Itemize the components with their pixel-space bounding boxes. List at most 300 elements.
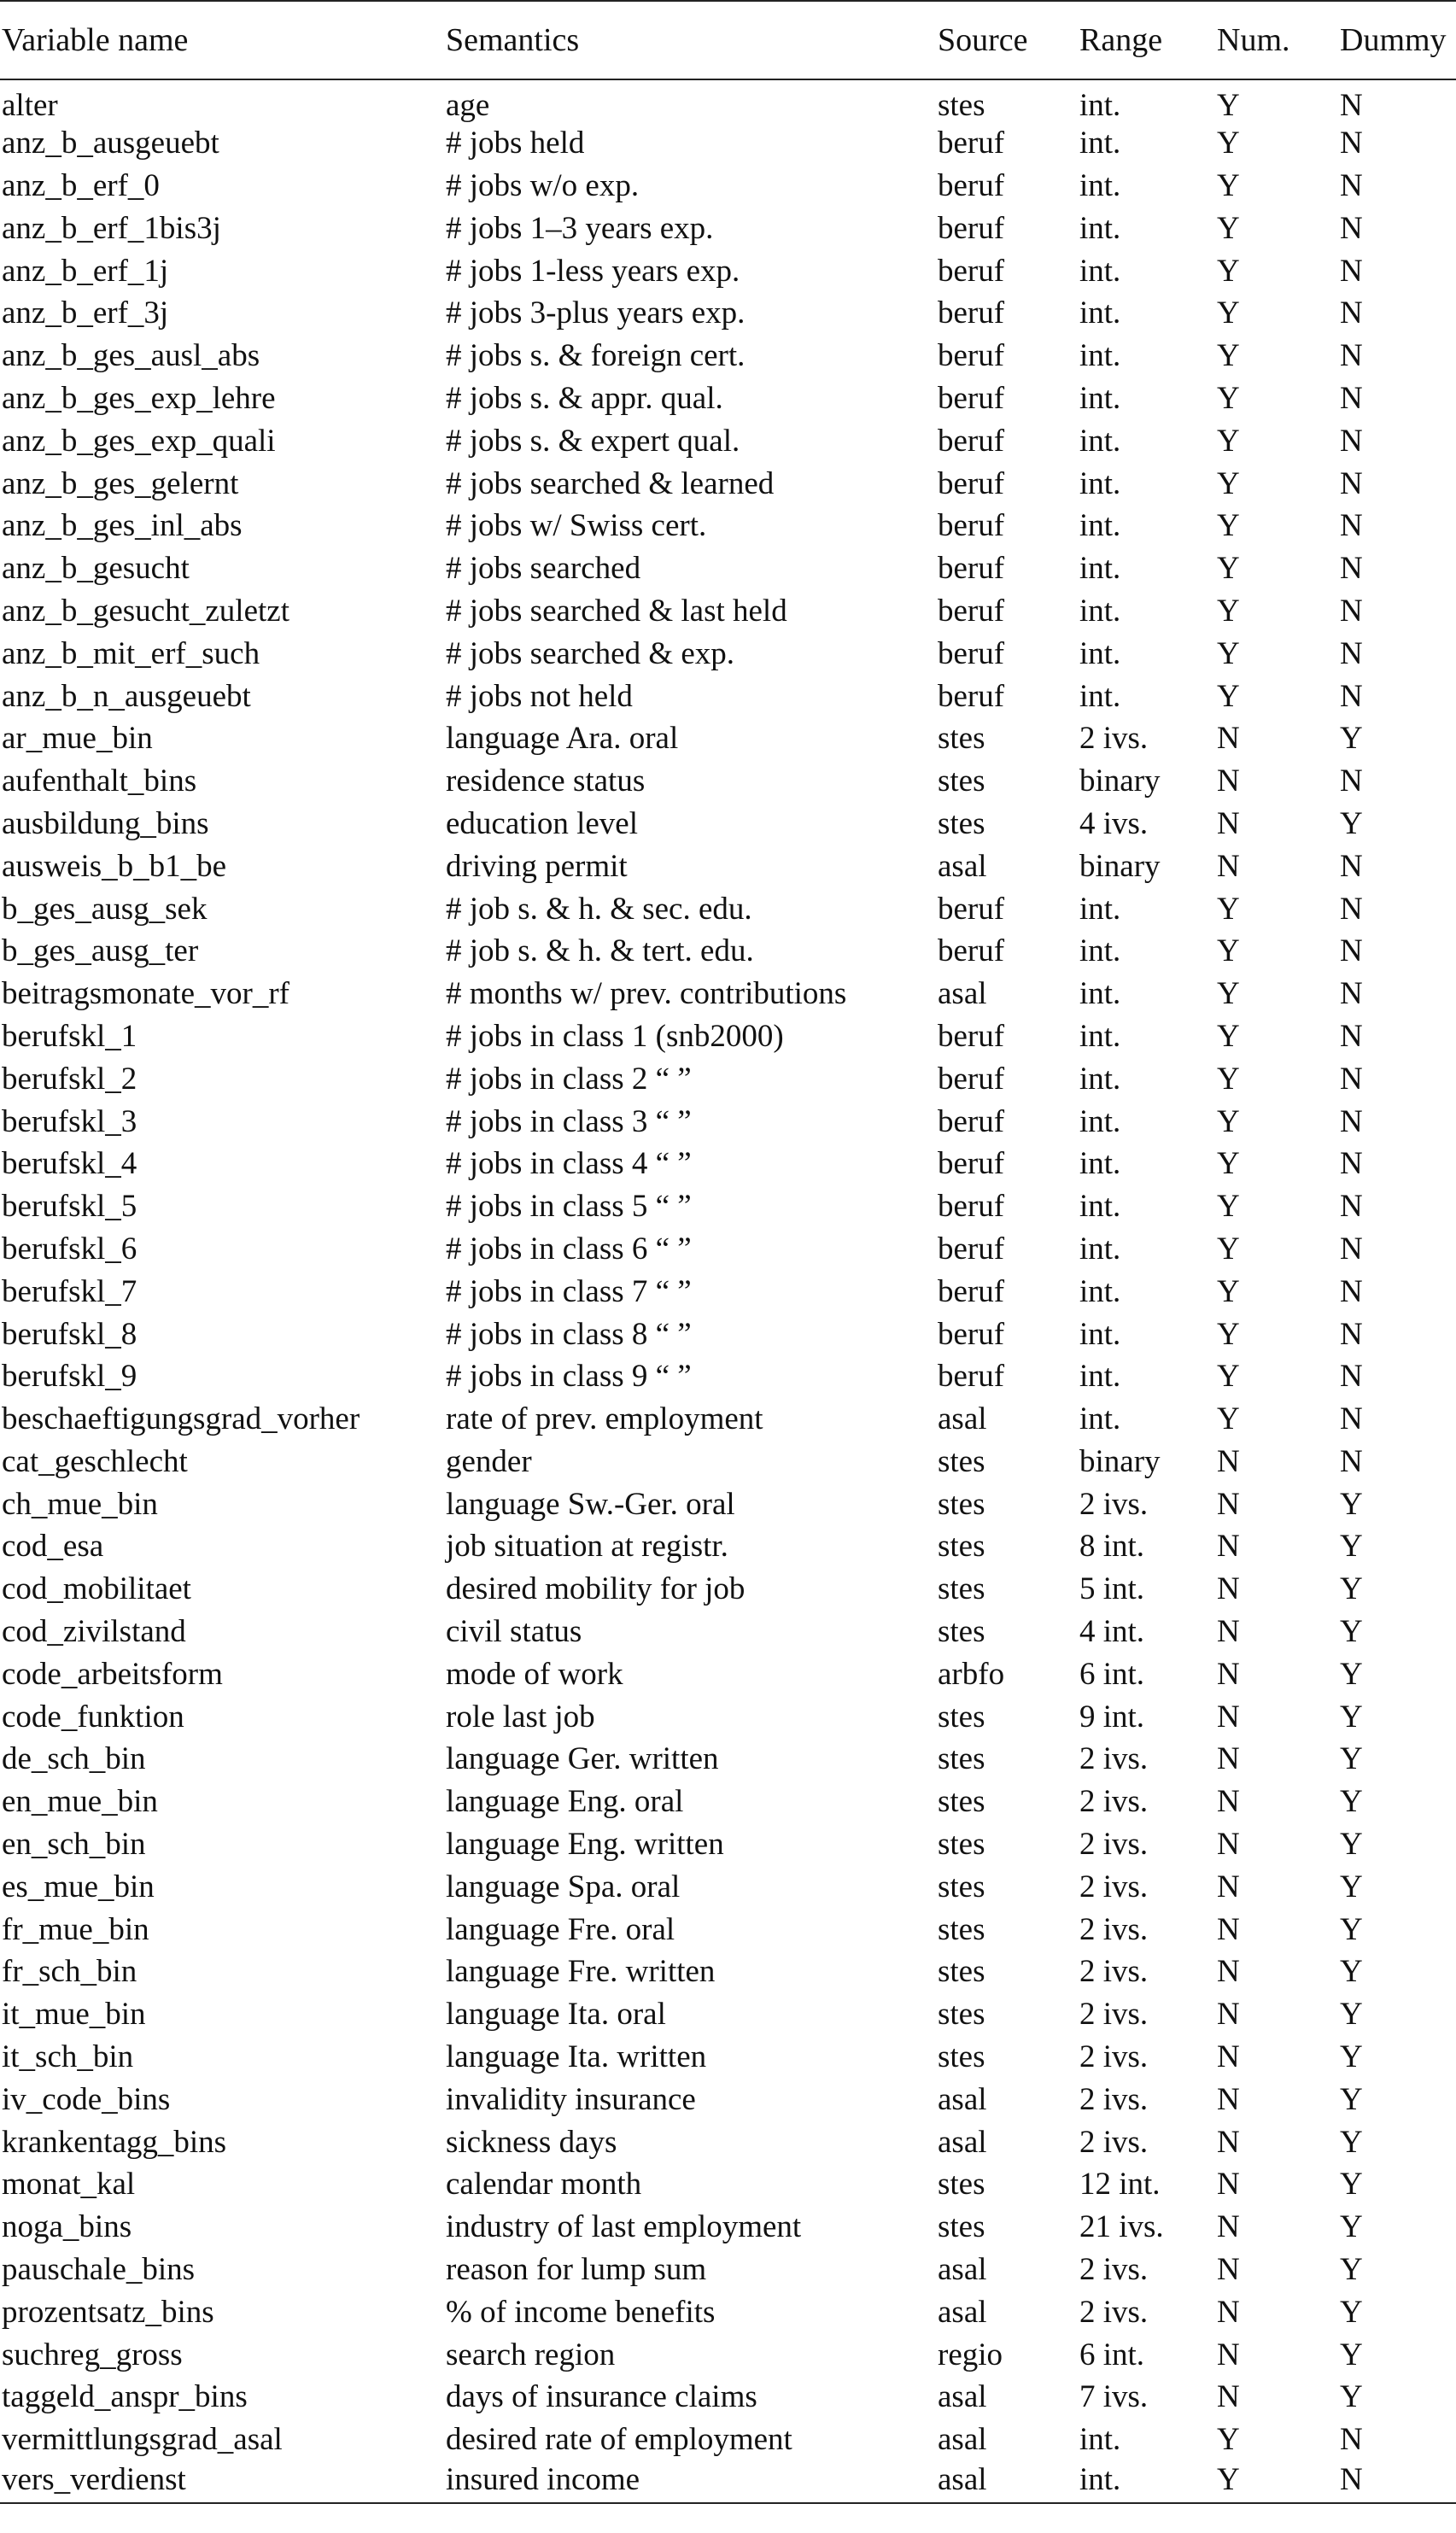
cell-semantics: language Ita. oral: [446, 1997, 666, 2033]
header-num: Num.: [1215, 1, 1338, 79]
cell-num: N: [1217, 1656, 1240, 1692]
cell-dummy: N: [1340, 167, 1363, 203]
table-row: [0, 2333, 1456, 2376]
cell-source: stes: [938, 2039, 985, 2075]
cell-range: int.: [1079, 1103, 1121, 1139]
cell-range: 7 ivs.: [1079, 2379, 1149, 2415]
cell-source: beruf: [938, 338, 1005, 374]
cell-num: N: [1217, 1911, 1240, 1947]
cell-dummy: N: [1340, 635, 1363, 671]
cell-variable-name: ausweis_b_b1_be: [2, 848, 227, 884]
cell-source: beruf: [938, 210, 1005, 246]
cell-semantics: language Eng. oral: [446, 1784, 684, 1820]
cell-variable-name: ar_mue_bin: [2, 721, 153, 757]
cell-source: stes: [938, 805, 985, 841]
cell-dummy: N: [1340, 380, 1363, 416]
table-row: [0, 2249, 1456, 2291]
cell-variable-name: b_ges_ausg_sek: [2, 891, 208, 927]
table-row: [0, 803, 1456, 845]
cell-source: stes: [938, 1827, 985, 1863]
cell-semantics: # jobs s. & expert qual.: [446, 423, 740, 459]
cell-dummy: Y: [1340, 2167, 1363, 2202]
cell-semantics: job situation at registr.: [446, 1529, 728, 1565]
cell-semantics: # jobs s. & foreign cert.: [446, 338, 746, 374]
cell-variable-name: suchreg_gross: [2, 2337, 183, 2372]
cell-semantics: search region: [446, 2337, 616, 2372]
cell-range: int.: [1079, 126, 1121, 161]
cell-source: beruf: [938, 678, 1005, 714]
cell-variable-name: it_sch_bin: [2, 2039, 134, 2075]
cell-source: asal: [938, 2294, 987, 2330]
table-row: [0, 1908, 1456, 1951]
cell-range: 2 ivs.: [1079, 1784, 1149, 1820]
table-row: [0, 335, 1456, 377]
cell-variable-name: vermittlungsgrad_asal: [2, 2422, 283, 2458]
cell-num: N: [1217, 1614, 1240, 1650]
table-row: [0, 1781, 1456, 1823]
cell-dummy: Y: [1340, 1699, 1363, 1734]
cell-num: Y: [1217, 933, 1240, 969]
cell-num: N: [1217, 2294, 1240, 2330]
cell-num: Y: [1217, 167, 1240, 203]
cell-range: int.: [1079, 508, 1121, 544]
cell-dummy: Y: [1340, 1911, 1363, 1947]
cell-variable-name: anz_b_gesucht_zuletzt: [2, 593, 289, 629]
cell-semantics: language Fre. oral: [446, 1911, 675, 1947]
table-row: [0, 547, 1456, 590]
cell-semantics: education level: [446, 805, 638, 841]
cell-source: beruf: [938, 551, 1005, 587]
cell-variable-name: cat_geschlecht: [2, 1443, 188, 1479]
cell-semantics: language Sw.-Ger. oral: [446, 1486, 735, 1522]
cell-range: 2 ivs.: [1079, 1827, 1149, 1863]
cell-num: Y: [1217, 1401, 1240, 1437]
cell-num: N: [1217, 1954, 1240, 1990]
cell-num: Y: [1217, 253, 1240, 289]
cell-range: int.: [1079, 380, 1121, 416]
cell-dummy: N: [1340, 338, 1363, 374]
cell-source: beruf: [938, 635, 1005, 671]
cell-variable-name: cod_mobilitaet: [2, 1571, 191, 1607]
cell-num: N: [1217, 2167, 1240, 2202]
cell-source: stes: [938, 1997, 985, 2033]
cell-variable-name: fr_mue_bin: [2, 1911, 149, 1947]
cell-dummy: N: [1340, 848, 1363, 884]
cell-num: N: [1217, 1699, 1240, 1734]
cell-source: beruf: [938, 167, 1005, 203]
cell-variable-name: anz_b_mit_erf_such: [2, 635, 260, 671]
table-row: [0, 675, 1456, 717]
cell-semantics: # jobs 3-plus years exp.: [446, 295, 746, 331]
cell-dummy: Y: [1340, 1529, 1363, 1565]
cell-dummy: N: [1340, 508, 1363, 544]
cell-range: int.: [1079, 253, 1121, 289]
cell-variable-name: anz_b_ausgeuebt: [2, 126, 219, 161]
table-row: [0, 165, 1456, 208]
cell-range: 2 ivs.: [1079, 2124, 1149, 2160]
cell-dummy: N: [1340, 1401, 1363, 1437]
cell-variable-name: anz_b_ges_exp_quali: [2, 423, 276, 459]
cell-variable-name: iv_code_bins: [2, 2081, 171, 2117]
cell-variable-name: it_mue_bin: [2, 1997, 146, 2033]
table-row: [0, 1653, 1456, 1695]
cell-variable-name: noga_bins: [2, 2209, 132, 2245]
cell-semantics: # jobs searched: [446, 551, 641, 587]
cell-num: N: [1217, 1741, 1240, 1777]
cell-num: Y: [1215, 2461, 1338, 2504]
table-row: [0, 462, 1456, 505]
cell-source: beruf: [938, 891, 1005, 927]
cell-num: N: [1217, 2081, 1240, 2117]
cell-dummy: Y: [1340, 1656, 1363, 1692]
cell-variable-name: anz_b_ges_exp_lehre: [2, 380, 276, 416]
table-row: [0, 1695, 1456, 1738]
cell-range: 2 ivs.: [1079, 1869, 1149, 1904]
cell-source: beruf: [938, 295, 1005, 331]
cell-source: asal: [938, 848, 987, 884]
cell-dummy: N: [1340, 976, 1363, 1012]
cell-variable-name: ch_mue_bin: [2, 1486, 158, 1522]
cell-num: Y: [1217, 1316, 1240, 1352]
cell-source: stes: [938, 763, 985, 799]
cell-num: Y: [1217, 126, 1240, 161]
cell-dummy: Y: [1340, 1486, 1363, 1522]
cell-semantics: mode of work: [446, 1656, 623, 1692]
cell-semantics: # jobs in class 8 “ ”: [446, 1316, 692, 1352]
cell-range: int.: [1079, 933, 1121, 969]
cell-dummy: N: [1340, 1231, 1363, 1266]
cell-semantics: gender: [446, 1443, 532, 1479]
cell-range: int.: [1079, 2422, 1121, 2458]
cell-source: stes: [938, 1741, 985, 1777]
table-row: [0, 845, 1456, 887]
cell-range: int.: [1079, 593, 1121, 629]
cell-range: 2 ivs.: [1079, 1954, 1149, 1990]
table-row: [0, 1525, 1456, 1568]
cell-num: Y: [1217, 1189, 1240, 1225]
cell-variable-name: vers_verdienst: [0, 2461, 444, 2504]
cell-source: stes: [938, 2209, 985, 2245]
cell-variable-name: aufenthalt_bins: [2, 763, 197, 799]
cell-num: Y: [1217, 1061, 1240, 1097]
cell-range: int.: [1079, 678, 1121, 714]
cell-dummy: N: [1340, 1359, 1363, 1395]
cell-num: Y: [1217, 465, 1240, 501]
cell-variable-name: berufskl_1: [2, 1018, 137, 1054]
cell-dummy: Y: [1340, 2209, 1363, 2245]
table-row: [0, 2419, 1456, 2461]
cell-dummy: N: [1340, 1443, 1363, 1479]
cell-variable-name: berufskl_6: [2, 1231, 137, 1266]
cell-num: Y: [1217, 423, 1240, 459]
table-row: [0, 1738, 1456, 1781]
cell-dummy: Y: [1340, 1784, 1363, 1820]
cell-num: Y: [1217, 210, 1240, 246]
cell-num: Y: [1217, 1359, 1240, 1395]
cell-variable-name: es_mue_bin: [2, 1869, 155, 1904]
cell-variable-name: berufskl_7: [2, 1273, 137, 1309]
cell-range: int.: [1079, 976, 1121, 1012]
table-row: [0, 1441, 1456, 1483]
cell-range: int.: [1079, 1359, 1121, 1395]
cell-variable-name: anz_b_erf_1j: [2, 253, 169, 289]
cell-range: 2 ivs.: [1079, 1741, 1149, 1777]
table-row: [0, 249, 1456, 292]
cell-num: N: [1217, 2337, 1240, 2372]
cell-source: beruf: [938, 1316, 1005, 1352]
table-row: [0, 632, 1456, 675]
cell-range: int.: [1079, 338, 1121, 374]
cell-dummy: N: [1340, 1103, 1363, 1139]
table-row: [0, 1228, 1456, 1271]
cell-semantics: age: [446, 87, 490, 123]
cell-num: N: [1217, 1571, 1240, 1607]
table-row: [0, 1270, 1456, 1313]
cell-num: Y: [1217, 593, 1240, 629]
cell-num: Y: [1217, 2422, 1240, 2458]
cell-variable-name: beitragsmonate_vor_rf: [2, 976, 289, 1012]
cell-variable-name: beschaeftigungsgrad_vorher: [2, 1401, 360, 1437]
cell-source: beruf: [938, 253, 1005, 289]
table-row: [0, 760, 1456, 803]
cell-range: int.: [1079, 423, 1121, 459]
cell-variable-name: anz_b_erf_3j: [2, 295, 169, 331]
cell-dummy: Y: [1340, 2252, 1363, 2288]
cell-semantics: # months w/ prev. contributions: [446, 976, 847, 1012]
cell-semantics: industry of last employment: [446, 2209, 802, 2245]
table-row: [0, 377, 1456, 420]
cell-variable-name: pauschale_bins: [2, 2252, 196, 2288]
cell-semantics: reason for lump sum: [446, 2252, 707, 2288]
cell-semantics: desired mobility for job: [446, 1571, 746, 1607]
cell-variable-name: berufskl_9: [2, 1359, 137, 1395]
cell-num: N: [1217, 1869, 1240, 1904]
cell-num: Y: [1217, 551, 1240, 587]
table-row: [0, 1951, 1456, 1993]
cell-dummy: N: [1340, 1316, 1363, 1352]
cell-num: N: [1217, 2209, 1240, 2245]
table-row: [0, 1865, 1456, 1908]
cell-dummy: Y: [1340, 1571, 1363, 1607]
cell-source: beruf: [938, 423, 1005, 459]
table-row: [0, 2376, 1456, 2419]
cell-semantics: role last job: [446, 1699, 595, 1734]
cell-variable-name: anz_b_erf_0: [2, 167, 160, 203]
header-source: Source: [936, 1, 1078, 79]
cell-num: N: [1217, 1784, 1240, 1820]
cell-dummy: N: [1340, 2422, 1363, 2458]
cell-range: int.: [1079, 891, 1121, 927]
table-row: [0, 122, 1456, 165]
cell-dummy: Y: [1340, 2039, 1363, 2075]
table-row: [0, 505, 1456, 547]
cell-semantics: language Eng. written: [446, 1827, 724, 1863]
cell-semantics: civil status: [446, 1614, 582, 1650]
cell-source: beruf: [938, 1231, 1005, 1266]
cell-variable-name: cod_esa: [2, 1529, 104, 1565]
cell-range: 5 int.: [1079, 1571, 1145, 1607]
cell-range: 2 ivs.: [1079, 1486, 1149, 1522]
cell-source: beruf: [938, 1273, 1005, 1309]
cell-range: int.: [1079, 167, 1121, 203]
cell-variable-name: anz_b_gesucht: [2, 551, 190, 587]
cell-source: arbfo: [938, 1656, 1005, 1692]
cell-variable-name: prozentsatz_bins: [2, 2294, 214, 2330]
cell-range: 6 int.: [1079, 2337, 1145, 2372]
header-variable-name: Variable name: [0, 1, 444, 79]
cell-dummy: N: [1340, 465, 1363, 501]
table-row: [0, 419, 1456, 462]
cell-dummy: Y: [1340, 1869, 1363, 1904]
cell-num: Y: [1217, 1018, 1240, 1054]
table-row: [0, 1100, 1456, 1143]
cell-source: regio: [938, 2337, 1003, 2372]
cell-source: stes: [938, 1486, 985, 1522]
header-semantics: Semantics: [444, 1, 936, 79]
table-row: [0, 1185, 1456, 1228]
cell-dummy: Y: [1340, 1997, 1363, 2033]
cell-semantics: # jobs in class 5 “ ”: [446, 1189, 692, 1225]
header-row: [0, 1, 1456, 79]
table-row: [0, 2461, 1456, 2504]
cell-range: int.: [1079, 1189, 1121, 1225]
cell-source: stes: [938, 87, 985, 123]
cell-semantics: # jobs in class 9 “ ”: [446, 1359, 692, 1395]
cell-semantics: # job s. & h. & tert. edu.: [446, 933, 754, 969]
cell-range: 6 int.: [1079, 1656, 1145, 1692]
cell-source: stes: [938, 1954, 985, 1990]
cell-variable-name: berufskl_8: [2, 1316, 137, 1352]
cell-variable-name: fr_sch_bin: [2, 1954, 137, 1990]
cell-range: 2 ivs.: [1079, 1997, 1149, 2033]
cell-semantics: # job s. & h. & sec. edu.: [446, 891, 752, 927]
cell-source: beruf: [938, 1061, 1005, 1097]
cell-range: 21 ivs.: [1079, 2209, 1164, 2245]
cell-range: 9 int.: [1079, 1699, 1145, 1734]
table-row: [0, 292, 1456, 335]
cell-range: int.: [1079, 1061, 1121, 1097]
cell-dummy: N: [1340, 423, 1363, 459]
table-header: [0, 1, 1456, 79]
cell-variable-name: berufskl_3: [2, 1103, 137, 1139]
cell-range: binary: [1079, 763, 1161, 799]
cell-dummy: N: [1340, 253, 1363, 289]
cell-range: 4 int.: [1079, 1614, 1145, 1650]
cell-source: beruf: [938, 1018, 1005, 1054]
cell-semantics: desired rate of employment: [446, 2422, 792, 2458]
cell-num: N: [1217, 1529, 1240, 1565]
cell-range: 2 ivs.: [1079, 721, 1149, 757]
cell-source: beruf: [938, 465, 1005, 501]
table-row: [0, 930, 1456, 973]
cell-range: binary: [1079, 1443, 1161, 1479]
cell-num: Y: [1217, 635, 1240, 671]
cell-dummy: N: [1340, 593, 1363, 629]
table-row: [0, 1143, 1456, 1185]
table-row: [0, 1568, 1456, 1611]
cell-range: int.: [1079, 1273, 1121, 1309]
cell-num: Y: [1217, 508, 1240, 544]
cell-range: int.: [1079, 295, 1121, 331]
table-row: [0, 1993, 1456, 2036]
cell-semantics: driving permit: [446, 848, 628, 884]
cell-dummy: N: [1340, 678, 1363, 714]
cell-dummy: Y: [1340, 2081, 1363, 2117]
cell-semantics: # jobs w/ Swiss cert.: [446, 508, 707, 544]
table-row: [0, 973, 1456, 1015]
table-row: [0, 1611, 1456, 1653]
cell-variable-name: cod_zivilstand: [2, 1614, 186, 1650]
cell-semantics: days of insurance claims: [446, 2379, 757, 2415]
table-row: [0, 2163, 1456, 2206]
cell-semantics: # jobs held: [446, 126, 585, 161]
cell-semantics: # jobs w/o exp.: [446, 167, 640, 203]
cell-semantics: # jobs searched & learned: [446, 465, 775, 501]
cell-source: beruf: [938, 933, 1005, 969]
cell-variable-name: code_funktion: [2, 1699, 184, 1734]
cell-source: beruf: [938, 508, 1005, 544]
cell-dummy: Y: [1340, 1614, 1363, 1650]
table-row: [0, 1483, 1456, 1525]
cell-dummy: Y: [1340, 2124, 1363, 2160]
cell-source: stes: [938, 1911, 985, 1947]
cell-source: stes: [938, 1869, 985, 1904]
cell-dummy: N: [1340, 763, 1363, 799]
cell-num: N: [1217, 721, 1240, 757]
cell-source: asal: [938, 2252, 987, 2288]
cell-semantics: rate of prev. employment: [446, 1401, 763, 1437]
cell-semantics: # jobs in class 3 “ ”: [446, 1103, 692, 1139]
cell-dummy: N: [1340, 1189, 1363, 1225]
cell-source: stes: [938, 1529, 985, 1565]
cell-semantics: # jobs s. & appr. qual.: [446, 380, 723, 416]
cell-variable-name: alter: [2, 87, 58, 123]
cell-range: int.: [1079, 1316, 1121, 1352]
cell-semantics: # jobs searched & exp.: [446, 635, 735, 671]
cell-num: N: [1217, 1443, 1240, 1479]
cell-num: N: [1217, 848, 1240, 884]
cell-semantics: invalidity insurance: [446, 2081, 696, 2117]
cell-semantics: residence status: [446, 763, 646, 799]
cell-source: beruf: [938, 380, 1005, 416]
cell-source: beruf: [938, 1146, 1005, 1182]
cell-source: asal: [938, 2422, 987, 2458]
cell-source: stes: [938, 1614, 985, 1650]
table-row: [0, 1057, 1456, 1100]
cell-source: stes: [938, 1443, 985, 1479]
cell-dummy: Y: [1340, 2294, 1363, 2330]
cell-semantics: calendar month: [446, 2167, 642, 2202]
cell-semantics: language Ita. written: [446, 2039, 707, 2075]
cell-source: asal: [938, 2124, 987, 2160]
table-row: [0, 1398, 1456, 1441]
table-row: [0, 2036, 1456, 2079]
cell-num: Y: [1217, 295, 1240, 331]
cell-num: Y: [1217, 976, 1240, 1012]
cell-num: N: [1217, 1997, 1240, 2033]
cell-source: asal: [938, 2081, 987, 2117]
cell-num: N: [1217, 2124, 1240, 2160]
cell-num: N: [1217, 2252, 1240, 2288]
cell-semantics: # jobs in class 6 “ ”: [446, 1231, 692, 1266]
cell-dummy: Y: [1340, 721, 1363, 757]
cell-num: N: [1217, 763, 1240, 799]
cell-num: Y: [1217, 1146, 1240, 1182]
cell-range: int.: [1079, 551, 1121, 587]
cell-dummy: N: [1340, 210, 1363, 246]
cell-num: N: [1217, 1486, 1240, 1522]
cell-dummy: N: [1340, 87, 1363, 123]
